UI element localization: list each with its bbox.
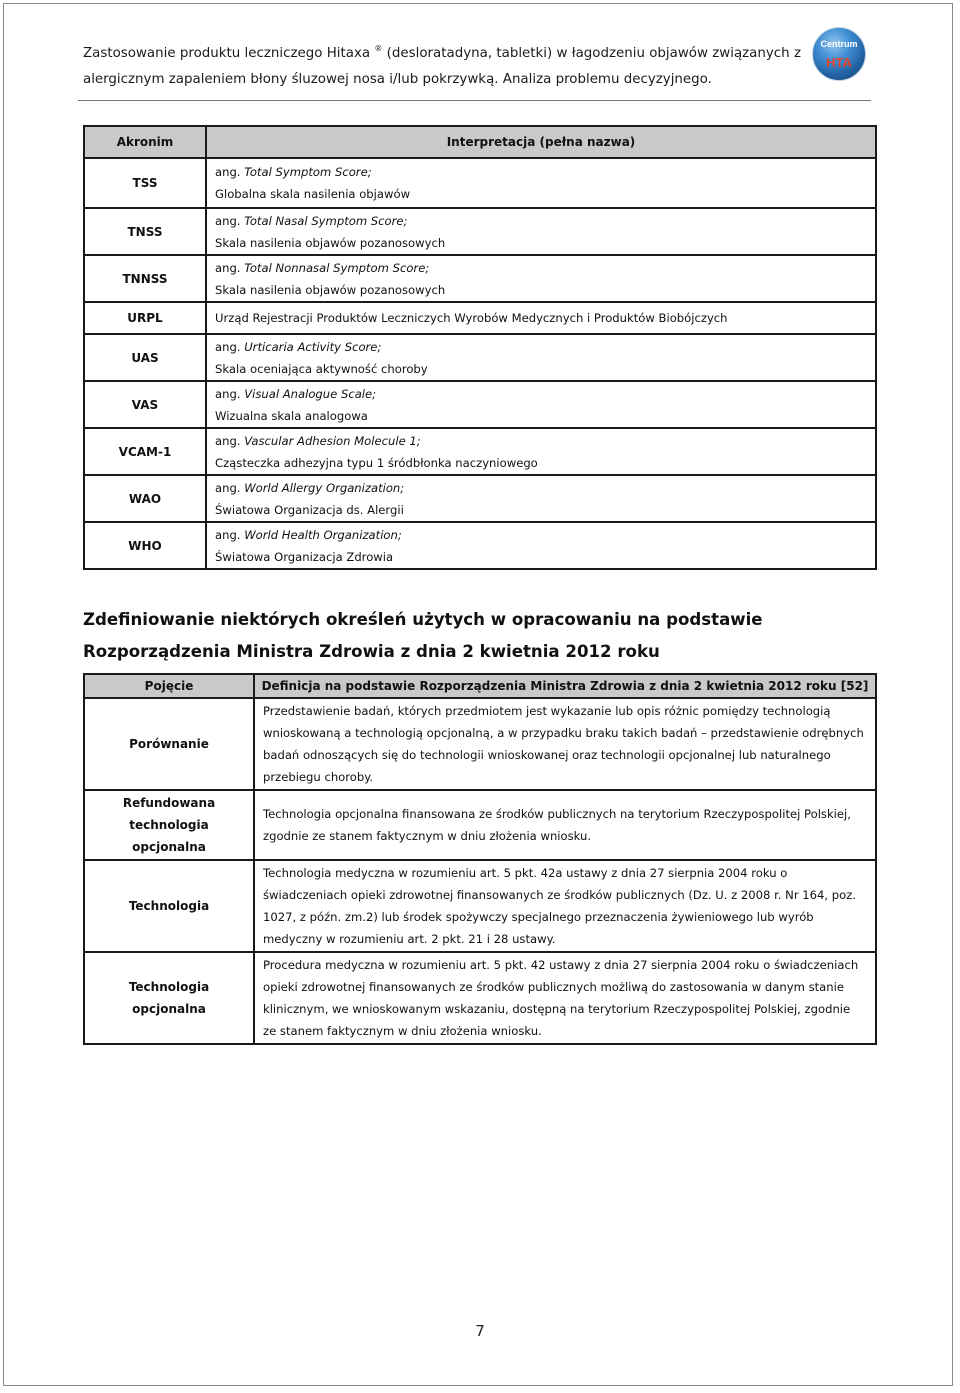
definitions-header-row <box>84 674 876 698</box>
definition-cell: Technologia medyczna w rozumieniu art. 5 pkt. 42a ustawy z dnia 27 sierpnia 2004 roku o świadczeniach opieki zdrowotnej finansowanych ze środków publicznych (Dz. U. z 2008 r. Nr 164, poz. 1027, z późn. zm.2) lub środek spożywczy specjalnego przeznaczenia żywieniowego lub wyrób medyczny w rozumieniu art. 2 pkt. 21 i 28 ustawy. <box>254 860 876 952</box>
table-row <box>84 334 876 381</box>
interpretation-cell <box>206 381 876 428</box>
term-cell: Refundowana technologia opcjonalna <box>84 790 254 860</box>
interpretation-cell <box>206 158 876 208</box>
header-title: Zastosowanie produktu leczniczego Hitaxa <box>83 46 371 61</box>
language-prefix: ang. <box>215 213 245 228</box>
logo-text-bottom: HTA <box>826 55 852 70</box>
table-row <box>84 860 876 952</box>
language-prefix: ang. <box>215 527 245 542</box>
acronym-cell: TNSS <box>84 208 206 255</box>
table-row <box>84 522 876 569</box>
language-prefix: ang. <box>215 260 245 275</box>
table-row <box>84 698 876 790</box>
header-title-rest: (desloratadyna, tabletki) w łagodzeniu objawów związanych z alergicznym zapaleniem błony śluzowej nosa i/lub pokrzywką. Analiza problemu decyzyjnego. <box>83 46 801 87</box>
abbreviations-table <box>83 125 877 570</box>
polish-term: Cząsteczka adhezyjna typu 1 śródbłonka naczyniowego <box>215 455 538 470</box>
table-row <box>84 302 876 334</box>
acronym-cell: TSS <box>84 158 206 208</box>
polish-term: Globalna skala nasilenia objawów <box>215 187 411 201</box>
language-prefix: ang. <box>215 386 245 401</box>
column-header-acronym: Akronim <box>84 126 206 158</box>
term-cell: Porównanie <box>84 698 254 790</box>
english-term: World Allergy Organization; <box>244 480 405 495</box>
column-header-term: Pojęcie <box>84 674 254 698</box>
english-term: Total Nonnasal Symptom Score; <box>244 260 430 275</box>
polish-term: Skala nasilenia objawów pozanosowych <box>215 235 446 250</box>
acronym-cell: TNNSS <box>84 255 206 302</box>
polish-term: Światowa Organizacja Zdrowia <box>215 549 394 564</box>
header-divider <box>78 100 871 101</box>
document-header <box>83 36 801 93</box>
interpretation-cell <box>206 475 876 522</box>
acronym-cell: URPL <box>84 302 206 334</box>
english-term: Visual Analogue Scale; <box>244 386 377 401</box>
language-prefix: ang. <box>215 433 245 448</box>
section-heading: Zdefiniowanie niektórych określeń użytych w opracowaniu na podstawie Rozporządzenia Ministra Zdrowia z dnia 2 kwietnia 2012 roku <box>83 610 763 661</box>
abbreviations-header-row <box>84 126 876 158</box>
definition-cell: Przedstawienie badań, których przedmiotem jest wykazanie lub opis różnic pomiędzy technologią wnioskowaną a technologią opcjonalną, a w przypadku braku takich badań – przedstawienie odrębnych badań odnoszących się do technologii wnioskowanej oraz technologii opcjonalnej lub naturalnego przebiegu choroby. <box>254 698 876 790</box>
acronym-cell: UAS <box>84 334 206 381</box>
definition-cell: Technologia opcjonalna finansowana ze środków publicznych na terytorium Rzeczypospolitej Polskiej, zgodnie ze stanem faktycznym w dniu złożenia wniosku. <box>254 790 876 860</box>
table-row <box>84 381 876 428</box>
language-prefix: ang. <box>215 165 245 179</box>
polish-term: Wizualna skala analogowa <box>215 408 368 423</box>
page-number: 7 <box>475 1322 485 1340</box>
acronym-cell: WAO <box>84 475 206 522</box>
acronym-cell: VCAM-1 <box>84 428 206 475</box>
english-term: Total Symptom Score; <box>244 165 372 179</box>
interpretation-cell: Urząd Rejestracji Produktów Leczniczych Wyrobów Medycznych i Produktów Biobójczych <box>206 302 876 334</box>
table-row <box>84 255 876 302</box>
language-prefix: ang. <box>215 480 245 495</box>
table-row <box>84 428 876 475</box>
interpretation-cell <box>206 208 876 255</box>
column-header-definition: Definicja na podstawie Rozporządzenia Ministra Zdrowia z dnia 2 kwietnia 2012 roku [52] <box>254 674 876 698</box>
english-term: Total Nasal Symptom Score; <box>244 213 408 228</box>
polish-term: Skala oceniająca aktywność choroby <box>215 361 428 376</box>
logo-disc <box>812 27 866 81</box>
polish-term: Skala nasilenia objawów pozanosowych <box>215 282 446 297</box>
language-prefix: ang. <box>215 339 245 354</box>
polish-term: Światowa Organizacja ds. Alergii <box>215 502 404 517</box>
interpretation-cell <box>206 428 876 475</box>
interpretation-cell <box>206 255 876 302</box>
centrum-hta-logo <box>812 27 866 81</box>
table-row <box>84 952 876 1044</box>
english-term: Vascular Adhesion Molecule 1; <box>244 433 421 448</box>
definition-cell: Procedura medyczna w rozumieniu art. 5 pkt. 42 ustawy z dnia 27 sierpnia 2004 roku o świadczeniach opieki zdrowotnej finansowanych ze środków publicznych możliwą do zastosowania w danym stanie klinicznym, we wnioskowanym wskazaniu, dostępną na terytorium Rzeczypospolitej Polskiej, zgodnie ze stanem faktycznym w dniu złożenia wniosku. <box>254 952 876 1044</box>
column-header-interpretation: Interpretacja (pełna nazwa) <box>206 126 876 158</box>
table-row <box>84 790 876 860</box>
english-term: World Health Organization; <box>244 527 402 542</box>
english-term: Urticaria Activity Score; <box>244 339 382 354</box>
logo-text-top: Centrum <box>820 39 858 49</box>
definitions-table <box>83 673 877 1045</box>
table-row <box>84 475 876 522</box>
table-row <box>84 208 876 255</box>
term-cell: Technologia opcjonalna <box>84 952 254 1044</box>
acronym-cell: VAS <box>84 381 206 428</box>
interpretation-cell <box>206 522 876 569</box>
term-cell: Technologia <box>84 860 254 952</box>
acronym-cell: WHO <box>84 522 206 569</box>
registered-mark: ® <box>374 44 383 53</box>
table-row <box>84 158 876 208</box>
interpretation-cell <box>206 334 876 381</box>
